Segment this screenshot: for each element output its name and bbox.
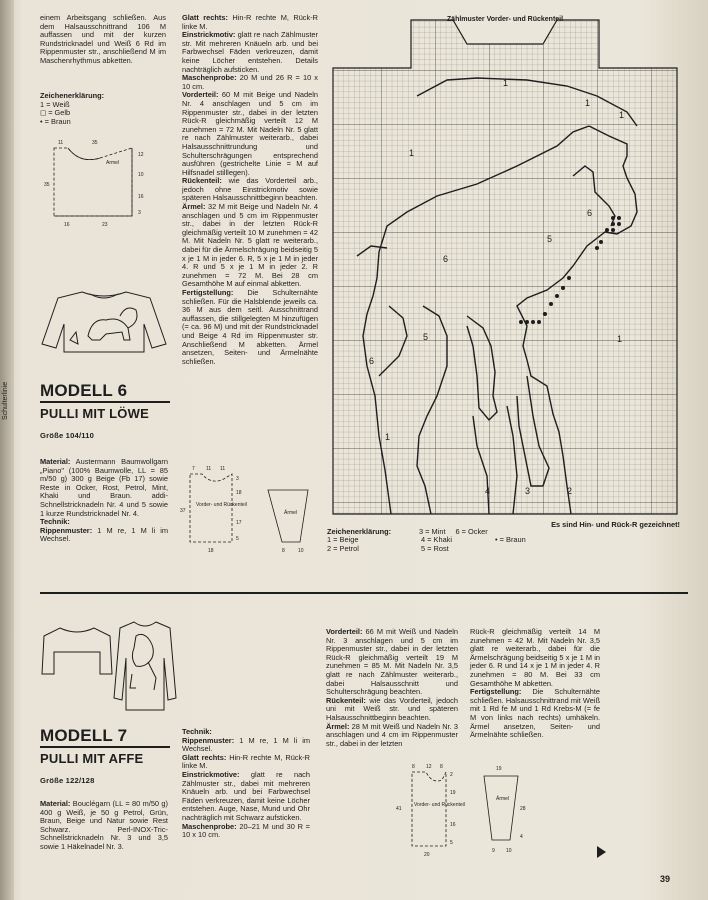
model7-schematic	[392, 760, 528, 860]
schematic-label: 3	[138, 210, 141, 216]
label: Ärmel:	[326, 721, 350, 731]
schematic-label: 20	[424, 852, 430, 858]
label: Ärmel:	[182, 202, 206, 212]
schematic-label: 41	[396, 806, 402, 812]
model7-size: Größe 122/128	[40, 776, 95, 785]
paragraph: Hin-R rechte M, Rück-R linke M.	[182, 752, 310, 771]
lion-sweater-illustration	[40, 288, 168, 354]
chart-label: 1	[617, 334, 623, 344]
label: Rückenteil:	[182, 176, 222, 186]
paragraph: glatt re nach Zählmuster str. Mit mehreren Knäueln arb. und bei Farbwechsel Fäden verkreuzen, damit keine Löcher entstehen. Details nachträglich aufsticken.	[182, 30, 318, 74]
model7-name: PULLI MIT AFFE	[40, 746, 170, 766]
knitting-chart	[327, 16, 683, 516]
paragraph: 32 M mit Beige und Nadeln Nr. 4 anschlagen und 5 cm im Rippenmuster str., dabei in der letzten Rück-R gleichmäßig verteilt 10 M zunehmen = 42 M. Mit Nadeln Nr. 5 glatt re weiterarb., dabei für die Ärmelschrägung beidseitig 5 x je 1 M in jeder 6. R, 5 x je 1 M in jeder 4. R und 5 x je 1 M in jeder 2. R zunehmen = 72 M. Bei 28 cm Gesamthöhe M auf einmal abketten.	[182, 202, 319, 289]
schematic-label: 28	[520, 806, 526, 812]
next-page-arrow-icon	[597, 846, 606, 858]
model7-material-text: Bouclégarn (LL = 80 m/50 g) 400 g Weiß, je 50 g Petrol, Grün, Braun, Beige und Natur sowie Rest Schwarz. Perl-INOX-Tric-Schnellstricknadeln Nr. 3 und 3,5 sowie 1 Häkelnadel Nr. 3.	[40, 799, 168, 851]
chart-label: 2	[567, 486, 573, 496]
schematic-label: 11	[58, 140, 64, 146]
paragraph: 60 M mit Beige und Nadeln Nr. 4 anschlagen und 5 cm im Rippenmuster str., dabei in der letzten Rück-R gleichmäßig verteilt 12 M zunehmen = 72 M. Mit Nadeln Nr. 5 glatt re nach Zählmuster weiterarb., dabei Halsausschnittrundung und Schulterschrägungen entsprechend ausführen (gestrichelte Linie = M auf Hilfsnadel stilllegen).	[182, 90, 318, 177]
page-number: 39	[660, 874, 671, 884]
page-binding	[0, 0, 14, 900]
schematic-label: 16	[138, 194, 144, 200]
schematic-label: 12	[426, 764, 432, 770]
chart-label: 4	[485, 486, 491, 496]
model7-material	[40, 800, 168, 852]
legend-item: 1 = Beige	[327, 535, 359, 545]
schematic-label: 12	[138, 152, 144, 158]
label: Glatt rechts:	[182, 752, 227, 762]
paragraph: Hin-R rechte M, Rück-R linke M.	[182, 13, 318, 31]
model7-instructions-b	[470, 628, 600, 740]
chart-label: 3	[525, 486, 531, 496]
label: Maschenprobe:	[182, 73, 237, 83]
paragraph: wie das Vorderteil arb., jedoch ohne Einstrickmotiv sowie späteren Halsausschnittbeginn beachten.	[182, 176, 318, 203]
model7-number: MODELL 7	[40, 726, 128, 745]
legend-heading: Zeichenerklärung:	[327, 527, 392, 536]
schematic-label: 19	[450, 790, 456, 796]
legend-item: 4 = Khaki	[421, 535, 453, 545]
paragraph: glatt re nach Zählmuster str., dabei mit mehreren Knäueln arb. und bei Farbwechsel Fäden verkreuzen, damit keine Löcher entstehen. Auge, Nase, Mund und Ohr nachträglich mit Schwarz aufsticken.	[182, 769, 310, 822]
schematic-label: 35	[92, 140, 98, 146]
model6-key-item: 1 = Weiß	[40, 99, 70, 109]
label: Glatt rechts:	[182, 13, 228, 22]
model6-name: PULLI MIT LÖWE	[40, 401, 170, 421]
schematic-label: 4	[520, 834, 523, 840]
chart-label: 1	[585, 98, 591, 108]
chart-label: 5	[547, 234, 553, 244]
chart-label: 1	[619, 110, 625, 120]
chart-label: 1	[409, 148, 415, 158]
schematic-label: 18	[208, 548, 214, 554]
model6-rippen-text: 1 M re, 1 M li im Wechsel.	[40, 525, 168, 544]
chart-label: 6	[369, 356, 375, 366]
paragraph: wie das Vorderteil, jedoch uni mit Weiß str. und späteren Halsausschnittbeginn beachten.	[326, 695, 458, 722]
schematic-label: 7	[192, 466, 195, 472]
model6-key-item: ◻ = Gelb	[40, 108, 71, 118]
schematic-label: 8	[412, 764, 415, 770]
chart-label: 5	[423, 332, 429, 342]
label: Technik:	[40, 517, 70, 527]
legend-item: • = Braun	[495, 535, 526, 545]
label: Material:	[40, 457, 71, 466]
label: Einstrickmotive:	[182, 769, 240, 779]
label: Vorderteil:	[182, 90, 219, 100]
paragraph: 1 M re, 1 M li im Wechsel.	[182, 735, 310, 754]
model6-size: Größe 104/110	[40, 431, 95, 440]
legend-table-rows	[327, 536, 536, 553]
schematic-label: 16	[450, 822, 456, 828]
legend-item: 5 = Rost	[421, 543, 449, 553]
chart-note: Es sind Hin- und Rück-R gezeichnet!	[551, 520, 680, 529]
schematic-label: Ärmel	[496, 796, 510, 802]
schematic-label: 11	[220, 466, 226, 472]
schematic-label: 3	[236, 476, 239, 482]
label: Fertigstellung:	[470, 687, 522, 697]
model6-material-text: Austermann Baumwollgarn „Piano" (100% Baumwolle, LL = 85 m/50 g) 300 g Beige (Fb 17) sowie Reste in Ocker, Rost, Petrol, Mint, Khaki und Braun. addi-Schnellstricknadeln Nr. 4 und 5 sowie 1 kurze Rundstricknadel Nr. 4.	[40, 457, 168, 518]
schematic-label: 8	[440, 764, 443, 770]
label: Rippenmuster:	[40, 525, 93, 535]
chart-label: 6	[443, 254, 449, 264]
schematic-label: 18	[236, 490, 242, 496]
side-label: Schulterlinie	[2, 381, 9, 420]
paragraph: 20 M und 26 R = 10 x 10 cm.	[182, 73, 318, 91]
schematic-label: Vorder- und Rückenteil	[414, 802, 465, 808]
model6-key-heading: Zeichenerklärung:	[40, 91, 105, 100]
chart-label: 1	[503, 78, 509, 88]
schematic-label: 10	[138, 172, 144, 178]
label: Fertigstellung:	[182, 288, 234, 297]
legend-item: 6 = Ocker	[455, 526, 488, 536]
schematic-label: 9	[492, 848, 495, 854]
schematic-label: 5	[450, 840, 453, 846]
label: Rückenteil:	[326, 695, 366, 705]
schematic-label: 5	[236, 536, 239, 542]
schematic-label: 35	[44, 182, 50, 188]
model6-schematic-pieces	[178, 462, 318, 554]
model6-instructions	[182, 14, 318, 366]
chart-label: 6	[587, 208, 593, 218]
schematic-label: 19	[496, 766, 502, 772]
chart-grid	[327, 16, 683, 516]
schematic-label: 2	[450, 772, 453, 778]
label: Technik:	[182, 727, 212, 736]
schematic-label: 17	[236, 520, 242, 526]
schematic-label: 37	[180, 508, 186, 514]
paragraph: Die Schulternähte schließen. Für die Halsblende jeweils ca. 36 M aus dem seitl. Ausschnittrand auffassen, die stillgelegten M hinzufügen (= ca. 96 M) und mit der Rundstricknadel und Beige 4 Rd im Rippenmuster str. Anschließend M abketten. Ärmel ansetzen, Seiten- und Ärmelnähte schließen.	[182, 288, 318, 366]
monkey-sweater-illustration	[112, 618, 178, 712]
chart-label: 1	[385, 432, 391, 442]
paragraph: 20–21 M und 30 R = 10 x 10 cm.	[182, 821, 310, 840]
chart-title: Zählmuster Vorder- und Rückenteil	[446, 16, 564, 23]
schematic-label: 10	[298, 548, 304, 554]
label: Vorderteil:	[326, 627, 363, 636]
legend-item: 3 = Mint	[419, 526, 446, 536]
model7-instructions-a	[326, 628, 458, 748]
section-divider	[40, 592, 688, 594]
schematic-label: 16	[64, 222, 70, 228]
schematic-label: 8	[282, 548, 285, 554]
schematic-label: 23	[102, 222, 108, 228]
paragraph: Die Schulternähte schließen. Halsausschnittrand mit Weiß mit 1 Rd fe M und 1 Rd Krebs-M (= fe M von links nach rechts) umhäkeln. Ärmel ansetzen, Seiten- und Ärmelnähte schließen.	[470, 687, 600, 740]
schematic-label: Ärmel	[284, 510, 298, 516]
model6-schematic-front	[40, 136, 166, 228]
model6-material	[40, 458, 168, 544]
model6-key	[40, 92, 166, 126]
model6-number: MODELL 6	[40, 381, 128, 400]
paragraph: 66 M mit Weiß und Nadeln Nr. 3 anschlagen und 5 cm im Rippenmuster str., dabei in der letzten Rück-R gleichmäßig verteilt 19 M zunehmen = 85 M. Mit Nadeln Nr. 3,5 glatt re nach Zählmuster weiterarb., dabei Halsausschnitt und Schulterschrägung beachten.	[326, 627, 459, 697]
model7-technik	[182, 728, 310, 840]
monkey-sweater-back-illustration	[40, 622, 114, 680]
chart-legend	[327, 528, 536, 553]
label: Material:	[40, 799, 71, 808]
paragraph: Rück-R gleichmäßig verteilt 14 M zunehmen = 42 M. Mit Nadeln Nr. 3,5 glatt re weiterarb., dabei für die Ärmelschrägung beidseitig 5 x je 1 M in jeder 6. R und 14 x je 1 M in jeder 4. R zunehmen = 80 M. Bei 33 cm Gesamthöhe M abketten.	[470, 627, 600, 688]
schematic-label: Armel	[106, 160, 120, 166]
label: Rippenmuster:	[182, 735, 235, 745]
label: Maschenprobe:	[182, 821, 237, 831]
label: Einstrickmotiv:	[182, 30, 236, 40]
legend-item: 2 = Petrol	[327, 543, 359, 553]
paragraph: 28 M mit Weiß und Nadeln Nr. 3 anschlagen und 4 cm im Rippenmuster str., dabei in der letzten	[326, 721, 458, 748]
schematic-label: Vorder- und Rückenteil	[196, 502, 247, 508]
model6-key-item: • = Braun	[40, 116, 71, 126]
model6-intro: einem Arbeitsgang schließen. Aus dem Halsausschnittrand 106 M auffassen und mit der kurzen Rundstricknadel und Weiß 6 Rd im Rippenmuster str., anschließend M im Maschenrhythmus abketten.	[40, 13, 166, 65]
schematic-label: 10	[506, 848, 512, 854]
schematic-label: 11	[206, 466, 212, 472]
